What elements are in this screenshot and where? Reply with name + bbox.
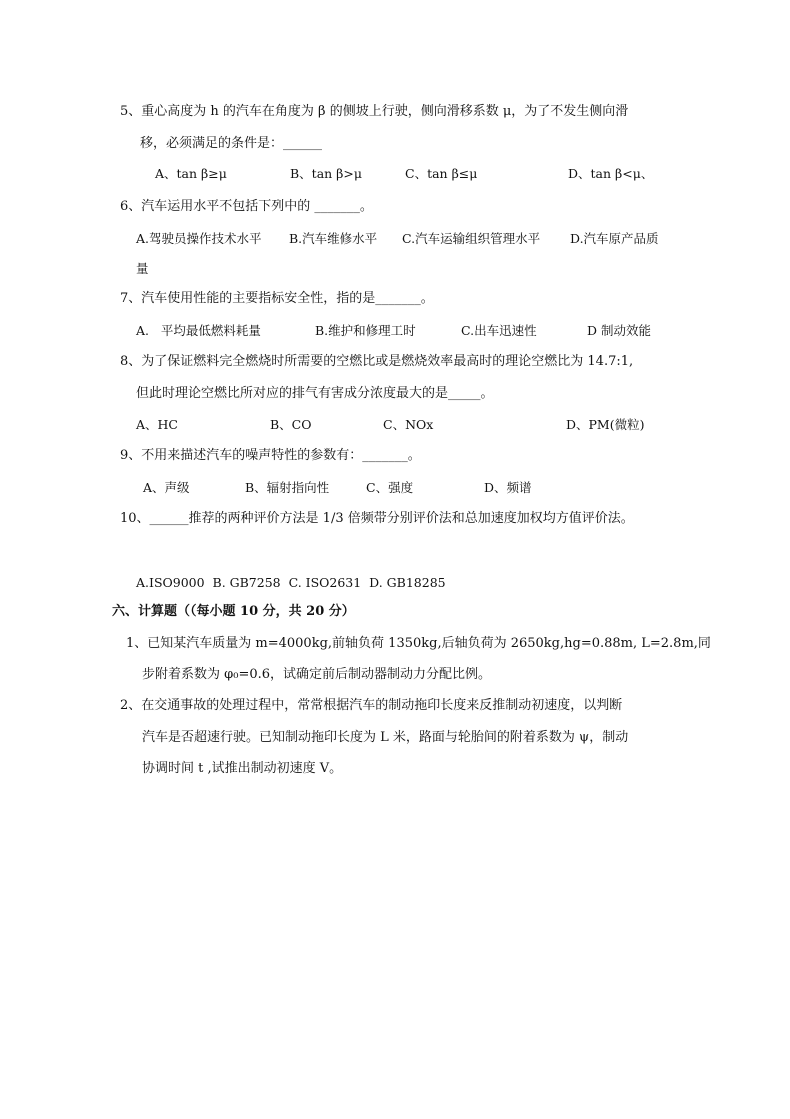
question-5-option-b: B、tan β>μ	[290, 166, 363, 181]
question-8-stem-line2: 但此时理论空燃比所对应的排气有害成分浓度最大的是_____。	[136, 386, 494, 401]
question-7-stem: 7、汽车使用性能的主要指标安全性，指的是_______。	[120, 291, 434, 306]
question-5-stem-line1: 5、重心高度为 h 的汽车在角度为 β 的侧坡上行驶，侧向滑移系数 μ，为了不发生侧向滑	[120, 104, 629, 119]
question-5-option-a: A、tan β≥μ	[155, 166, 227, 181]
question-8-option-c: C、NOx	[383, 417, 434, 432]
question-9-stem: 9、不用来描述汽车的噪声特性的参数有：_______。	[120, 448, 421, 463]
question-5-option-d: D、tan β<μ、	[568, 166, 654, 181]
calc-2-line1: 2、在交通事故的处理过程中，常常根据汽车的制动拖印长度来反推制动初速度，以判断	[120, 698, 623, 713]
question-10-stem: 10、______推荐的两种评价方法是 1/3 倍频带分别评价法和总加速度加权均方值评价法。	[120, 511, 634, 526]
question-7-option-c: C.出车迅速性	[461, 323, 537, 338]
question-7-option-d: D 制动效能	[587, 323, 651, 338]
question-6-option-c: C.汽车运输组织管理水平	[402, 231, 541, 246]
question-7-option-b: B.维护和修理工时	[315, 323, 416, 338]
question-6-stem: 6、汽车运用水平不包括下列中的 _______。	[120, 199, 373, 214]
calc-2-line3: 协调时间 t ,试推出制动初速度 V。	[142, 761, 343, 776]
question-6-option-d: D.汽车原产品质	[570, 231, 659, 246]
question-8-option-b: B、CO	[270, 417, 312, 432]
section-6-heading: 六、计算题（（每小题 10 分，共 20 分）	[112, 604, 355, 619]
question-7-option-a: A. 平均最低燃料耗量	[136, 323, 261, 338]
question-5-option-c: C、tan β≤μ	[405, 166, 478, 181]
question-9-option-a: A、声级	[143, 480, 190, 495]
calc-1-line2: 步附着系数为 φ₀=0.6，试确定前后制动器制动力分配比例。	[142, 667, 492, 682]
question-6-option-b: B.汽车维修水平	[289, 231, 378, 246]
calc-2-line2: 汽车是否超速行驶。已知制动拖印长度为 L 米，路面与轮胎间的附着系数为 ψ，制动	[142, 730, 629, 745]
question-8-option-a: A、HC	[136, 417, 178, 432]
question-6-option-d-continued: 量	[136, 261, 149, 276]
question-10-options: A.ISO9000 B. GB7258 C. ISO2631 D. GB18285	[136, 575, 446, 590]
calc-1-line1: 1、已知某汽车质量为 m=4000kg,前轴负荷 1350kg,后轴负荷为 2650kg,hg=0.88m, L=2.8m,同	[126, 636, 711, 651]
question-9-option-d: D、频谱	[484, 480, 532, 495]
question-9-option-c: C、强度	[366, 480, 414, 495]
question-8-stem-line1: 8、为了保证燃料完全燃烧时所需要的空燃比或是燃烧效率最高时的理论空燃比为 14.7:1,	[120, 354, 634, 369]
question-8-option-d: D、PM(微粒)	[566, 417, 645, 432]
question-5-stem-line2: 移，必须满足的条件是：______	[140, 136, 323, 151]
question-9-option-b: B、辐射指向性	[245, 480, 330, 495]
question-6-option-a: A.驾驶员操作技术水平	[136, 231, 262, 246]
